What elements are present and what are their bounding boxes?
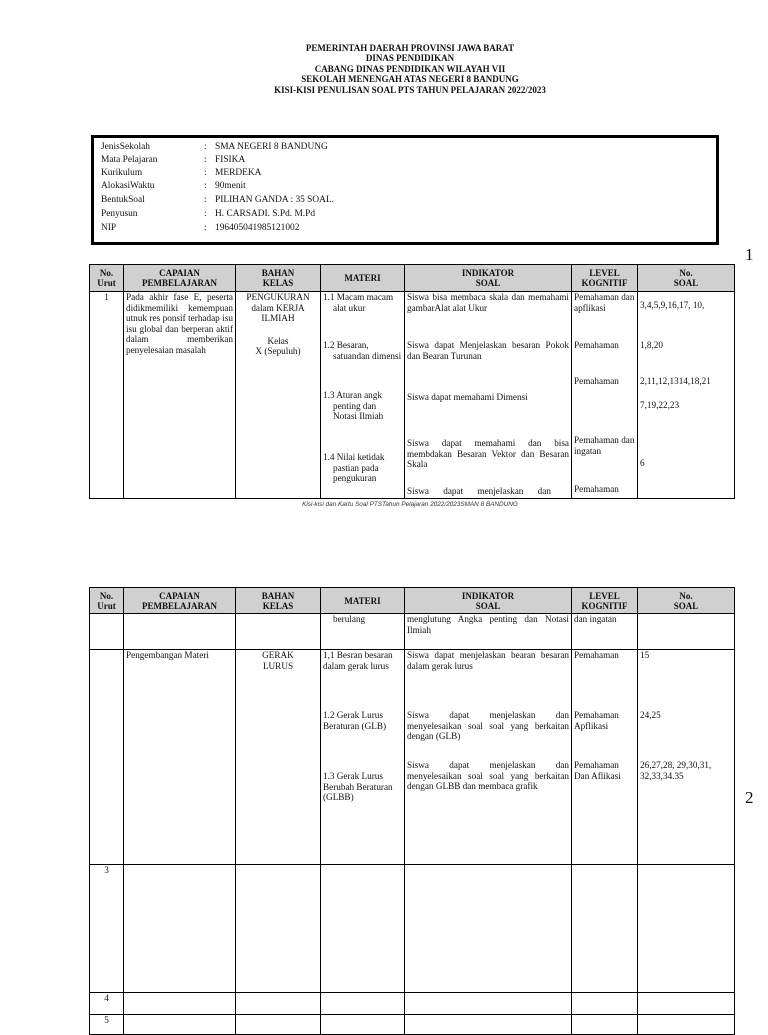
identity-box [91,135,719,245]
table-row [90,1015,735,1035]
row-number: 3 [90,865,124,993]
level-item: Pemahaman dan apflikasi [574,292,635,313]
col-materi-header: MATERI [321,265,405,292]
level-item: dan ingatan [572,614,638,650]
page-number-2: 2 [745,788,754,807]
col-no-header: No. Urut [90,588,124,614]
col-bahan-header: BAHAN KELAS [236,588,321,614]
bahan-title: GERAK LURUS [236,650,321,865]
col-no-header: No. Urut [90,265,124,292]
row-number: 5 [90,1015,124,1035]
col-level-header: LEVEL KOGNITIF [572,265,638,292]
materi-item: 1.4 Nilai ketidak pastian pada pengukuran [323,452,385,483]
indikator-item: Siswa dapat memahami dan bisa membdakan Besaran Vektor dan Besaran Skala [407,438,569,469]
table-header-row [90,588,735,614]
indikator-item: Siswa dapat menjelaskan dan [407,486,551,496]
indikator-item: menglutung Angka penting dan Notasi Ilmiah [405,614,572,650]
indikator-item: Siswa bisa membaca skala dan memahami gambarAlat alat Ukur [407,292,569,313]
info-row: AlokasiWaktu : 90menit [101,181,246,191]
page-footer: Kisi-kisi dan Kartu Soal PTSTahun Pelajaran 2022/2023SMAN 8 BANDUNG [302,501,518,508]
row-number: 4 [90,993,124,1015]
col-cp-header: CAPAIAN PEMBELAJARAN [124,588,236,614]
col-cp-header: CAPAIAN PEMBELAJARAN [124,265,236,292]
kisi-table-page-2 [89,587,735,1035]
info-row: Penyusun : H. CARSADI. S.Pd. M.Pd [101,209,316,219]
header-line-5: KISI-KISI PENULISAN SOAL PTS TAHUN PELAJARAN 2022/2023 [274,84,546,95]
info-row: BentukSoal : PILIHAN GANDA : 35 SOAL. [101,195,335,205]
nosoal-item: 24,25 [640,710,661,720]
level-item: Pemahaman [574,650,619,660]
row-number: 1 [90,292,124,499]
header-line-2: DINAS PENDIDIKAN [365,53,455,64]
bahan-kelas-cell [236,292,321,499]
indikator-item: Siswa dapat Menjelaskan besaran Pokok dan Bearan Turunan [407,340,569,361]
materi-item: 1,1 Besran besaran dalam gerak lurus [323,650,393,671]
indikator-item: Siswa dapat menjelaskan bearan besaran dalam gerak lurus [407,650,569,671]
level-item: Pemahaman [574,340,619,350]
table-row [90,614,735,650]
page-number-1: 1 [745,245,754,264]
header-line-3: CABANG DINAS PENDIDIKAN WILAYAH VII [314,63,506,74]
info-row: NIP : 196405041985121002 [101,223,300,233]
level-item: Pemahaman dan ingatan [574,435,635,456]
table-header-row [90,265,735,292]
col-indikator-header: INDIKATOR SOAL [405,588,572,614]
col-materi-header: MATERI [321,588,405,614]
level-item: Pemahaman [574,484,619,494]
col-bahan-header: BAHAN KELAS [236,265,321,292]
kisi-table-page-1 [89,264,735,499]
info-row: Mata Pelajaran : FISIKA [101,155,246,165]
bahan-title: PENGUKURAN dalam KERJA ILMIAH [246,292,310,323]
col-level-header: LEVEL KOGNITIF [572,588,638,614]
indikator-cell [405,292,572,499]
materi-item: 1.3 Aturan angk penting dan Notasi Ilmiah [323,390,384,421]
nosoal-item: 7,19,22,23 [640,400,680,410]
document-header [0,43,768,95]
level-item: Pemahaman Apflikasi [574,710,619,731]
materi-cell [321,292,405,499]
table-row [90,993,735,1015]
kelas-value: X (Sepuluh) [255,346,301,356]
kelas-label: Kelas [267,335,289,346]
materi-item: 1.2 Gerak Lurus Beraturan (GLB) [323,710,387,731]
materi-item: 1.1 Macam macam alat ukur [323,292,394,313]
table-row [90,865,735,993]
indikator-item: Siswa dapat menjelaskan dan menyelesaikan soal soal yang berkaitan dengan (GLB) [407,710,569,741]
level-item: Pemahaman Dan Aflikasi [574,760,621,781]
capaian-text: Pada akhir fase E, peserta didikmemiliki kemempuan utnuk res ponsif terhadap isu isu global dan berperan aktif dalam memberikan penyelesaian masalah [124,292,236,499]
nosoal-item: 3,4,5,9,16,17, 10, [640,300,705,310]
info-row: JenisSekolah : SMA NEGERI 8 BANDUNG [101,142,328,152]
materi-cell [321,650,405,865]
info-row: Kurikulum : MERDEKA [101,168,262,178]
nosoal-item: 1,8,20 [640,340,663,350]
col-indikator-header: INDIKATOR SOAL [405,265,572,292]
indikator-item: Siswa dapat menjelaskan dan menyelesaikan soal soal yang berkaitan dengan GLBB dan membaca grafik [407,760,569,791]
materi-item: berulang [321,614,405,650]
indikator-cell [405,650,572,865]
table-row [90,650,735,865]
nosoal-item: 26,27,28, 29,30,31, 32,33,34.35 [640,760,712,781]
materi-item: 1.2 Besaran, satuandan dimensi [323,340,402,361]
col-nosoal-header: No. SOAL [638,265,735,292]
nosoal-item: 15 [640,650,650,660]
level-cell [572,650,638,865]
header-line-4: SEKOLAH MENENGAH ATAS NEGERI 8 BANDUNG [301,74,519,85]
nosoal-cell [638,292,735,499]
materi-item: 1.3 Gerak Lurus Berubah Beraturan (GLBB) [323,771,393,802]
level-cell [572,292,638,499]
col-nosoal-header: No. SOAL [638,588,735,614]
nosoal-item: 2,11,12,1314,18,21 [640,376,711,386]
level-item: Pemahaman [574,376,619,386]
nosoal-item: 6 [640,458,645,468]
table-row [90,292,735,499]
capaian-text: Pengembangan Materi [124,650,236,865]
nosoal-cell [638,650,735,865]
indikator-item: Siswa dapat memahami Dimensi [407,392,528,402]
header-line-1: PEMERINTAH DAERAH PROVINSI JAWA BARAT [305,43,515,53]
